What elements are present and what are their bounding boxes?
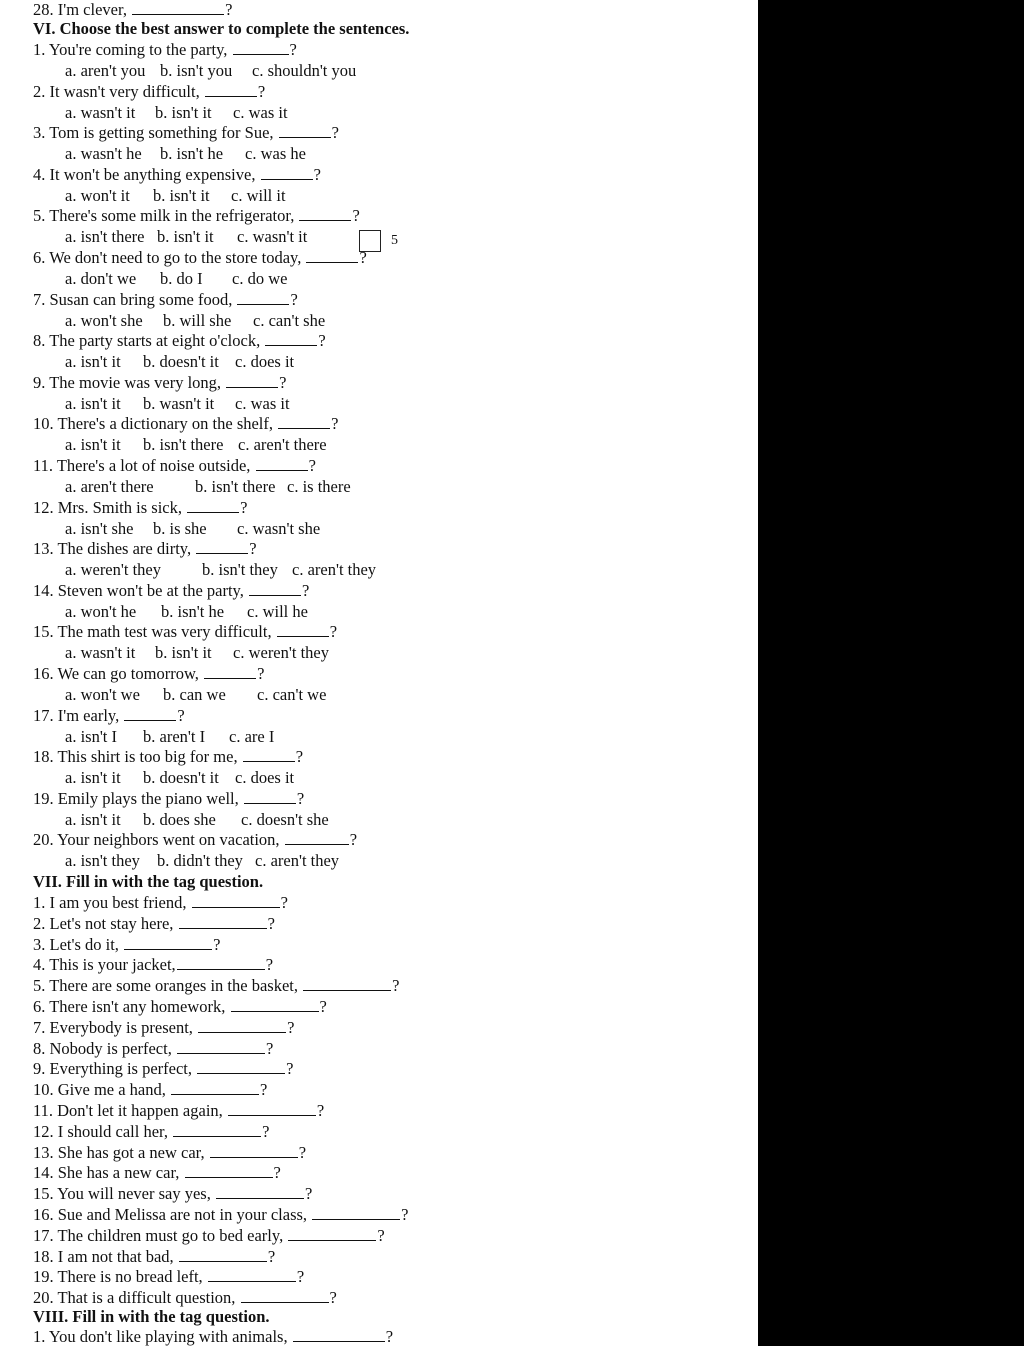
option-b[interactable]: b. isn't he	[161, 602, 225, 621]
question-mark: ?	[316, 1101, 325, 1120]
question-text: 15. The math test was very difficult,	[33, 622, 276, 641]
question-line	[33, 1327, 393, 1347]
question-text: 6. We don't need to go to the store today,	[33, 248, 306, 267]
question-mark: ?	[257, 82, 266, 101]
option-a[interactable]: a. wasn't it	[65, 103, 136, 122]
question-mark: ?	[260, 1080, 268, 1099]
question-line	[33, 248, 367, 268]
answer-blank[interactable]	[216, 1184, 304, 1199]
question-text: 12. I should call her,	[33, 1122, 173, 1141]
question-mark: ?	[385, 1327, 394, 1346]
option-c[interactable]: c. wasn't it	[237, 227, 308, 246]
question-text: 13. The dishes are dirty,	[33, 539, 196, 558]
answer-blank[interactable]	[288, 1226, 376, 1241]
question-mark: ?	[225, 0, 233, 19]
question-line	[33, 373, 287, 393]
question-line	[33, 1039, 273, 1059]
question-mark: ?	[290, 290, 298, 309]
question-text: 7. Susan can bring some food,	[33, 290, 237, 309]
option-b[interactable]: b. doesn't it	[143, 352, 219, 371]
question-line	[33, 0, 232, 20]
question-text: 20. Your neighbors went on vacation,	[33, 830, 284, 849]
option-c[interactable]: c. aren't there	[238, 435, 327, 454]
question-text: 4. This is your jacket,	[33, 955, 176, 974]
question-mark: ?	[280, 893, 288, 912]
answer-blank[interactable]	[303, 976, 391, 991]
option-c[interactable]: c. doesn't she	[241, 810, 329, 829]
option-b[interactable]: b. aren't I	[143, 727, 206, 746]
question-text: 4. It won't be anything expensive,	[33, 165, 260, 184]
question-line	[33, 206, 360, 226]
answer-blank[interactable]	[179, 1247, 267, 1262]
section-heading: VIII. Fill in with the tag question.	[33, 1307, 270, 1326]
answer-blank[interactable]	[241, 1288, 329, 1303]
answer-blank[interactable]	[124, 706, 176, 721]
option-b[interactable]: b. wasn't it	[143, 394, 215, 413]
option-b[interactable]: b. will she	[163, 311, 232, 330]
question-line	[33, 789, 304, 809]
question-mark: ?	[279, 373, 287, 392]
answer-blank[interactable]	[198, 1018, 286, 1033]
option-b[interactable]: b. do I	[160, 269, 203, 288]
option-c[interactable]: c. was he	[245, 144, 306, 163]
question-mark: ?	[401, 1205, 409, 1224]
answer-blank[interactable]	[208, 1267, 296, 1282]
option-c[interactable]: c. can't we	[257, 685, 327, 704]
question-text: 5. There are some oranges in the basket,	[33, 976, 303, 995]
answer-blank[interactable]	[233, 40, 289, 55]
handwritten-mark: 5	[391, 233, 398, 248]
option-b[interactable]: b. isn't there	[195, 477, 276, 496]
question-mark: ?	[273, 1163, 281, 1182]
question-text: 1. I am you best friend,	[33, 893, 191, 912]
question-text: 12. Mrs. Smith is sick,	[33, 498, 187, 517]
question-line	[33, 290, 298, 310]
option-a[interactable]: a. aren't there	[65, 477, 154, 496]
answer-blank[interactable]	[312, 1205, 400, 1220]
answer-blank[interactable]	[261, 165, 313, 180]
option-c[interactable]: c. shouldn't you	[252, 61, 357, 80]
question-line	[33, 706, 185, 726]
option-a[interactable]: a. isn't I	[65, 727, 118, 746]
option-a[interactable]: a. won't he	[65, 602, 137, 621]
option-a[interactable]: a. isn't it	[65, 394, 121, 413]
option-b[interactable]: b. can we	[163, 685, 226, 704]
option-c[interactable]: c. wasn't she	[237, 519, 321, 538]
option-c[interactable]: c. aren't they	[292, 560, 377, 579]
options-line	[65, 227, 307, 247]
answer-blank[interactable]	[285, 830, 349, 845]
question-line	[33, 1101, 324, 1121]
question-line	[33, 1226, 385, 1246]
option-c[interactable]: c. are I	[229, 727, 275, 746]
question-mark: ?	[240, 498, 248, 517]
question-mark: ?	[257, 664, 265, 683]
answer-blank[interactable]	[293, 1327, 385, 1342]
question-line	[33, 1184, 312, 1204]
answer-blank[interactable]	[228, 1101, 316, 1116]
answer-blank[interactable]	[244, 789, 296, 804]
options-line	[65, 643, 329, 663]
question-mark: ?	[249, 539, 257, 558]
question-line	[33, 622, 337, 642]
question-line	[33, 1143, 306, 1163]
question-mark: ?	[319, 997, 327, 1016]
answer-blank[interactable]	[278, 414, 330, 429]
question-text: 1. You're coming to the party,	[33, 40, 232, 59]
options-line	[65, 560, 376, 580]
question-text: 7. Everybody is present,	[33, 1018, 198, 1037]
question-mark: ?	[352, 206, 360, 225]
question-mark: ?	[286, 1059, 294, 1078]
question-mark: ?	[298, 1143, 307, 1162]
answer-blank[interactable]	[265, 331, 317, 346]
option-c[interactable]: c. was it	[233, 103, 288, 122]
question-line	[33, 414, 338, 434]
question-line	[33, 581, 309, 601]
question-line	[33, 997, 327, 1017]
answer-blank[interactable]	[177, 955, 265, 970]
option-a[interactable]: a. isn't she	[65, 519, 134, 538]
option-a[interactable]: a. isn't it	[65, 810, 121, 829]
option-a[interactable]: a. aren't you	[65, 61, 146, 80]
question-line	[33, 331, 326, 351]
option-b[interactable]: b. isn't it	[155, 103, 212, 122]
question-mark: ?	[377, 1226, 385, 1245]
question-mark: ?	[318, 331, 326, 350]
question-text: 9. Everything is perfect,	[33, 1059, 197, 1078]
option-c[interactable]: c. is there	[287, 477, 351, 496]
answer-blank[interactable]	[192, 893, 280, 908]
options-line	[65, 186, 286, 206]
answer-blank[interactable]	[210, 1143, 298, 1158]
question-line	[33, 456, 316, 476]
question-line	[33, 1247, 275, 1267]
question-line	[33, 1018, 294, 1038]
options-line	[65, 768, 294, 788]
option-c[interactable]: c. does it	[235, 352, 295, 371]
question-mark: ?	[349, 830, 358, 849]
question-line	[33, 893, 288, 913]
question-line	[33, 1267, 304, 1287]
question-line	[33, 830, 357, 850]
question-line	[33, 1122, 269, 1142]
answer-blank[interactable]	[132, 0, 224, 15]
question-mark: ?	[267, 1247, 276, 1266]
question-mark: ?	[331, 123, 339, 142]
question-mark: ?	[289, 40, 297, 59]
question-mark: ?	[331, 414, 339, 433]
option-a[interactable]: a. isn't it	[65, 768, 121, 787]
answer-blank[interactable]	[185, 1163, 273, 1178]
question-mark: ?	[329, 1288, 337, 1307]
question-text: 18. This shirt is too big for me,	[33, 747, 242, 766]
section-heading: VI. Choose the best answer to complete the sentences.	[33, 19, 410, 38]
options-line	[65, 727, 274, 747]
question-text: 13. She has got a new car,	[33, 1143, 209, 1162]
option-a[interactable]: a. isn't it	[65, 352, 121, 371]
option-a[interactable]: a. wasn't it	[65, 643, 136, 662]
question-line	[33, 1163, 281, 1183]
option-c[interactable]: c. do we	[232, 269, 288, 288]
option-a[interactable]: a. won't we	[65, 685, 140, 704]
question-text: 11. There's a lot of noise outside,	[33, 456, 255, 475]
question-mark: ?	[359, 248, 367, 267]
options-line	[65, 311, 325, 331]
question-line	[33, 498, 247, 518]
question-mark: ?	[213, 935, 221, 954]
question-mark: ?	[287, 1018, 295, 1037]
answer-blank[interactable]	[256, 456, 308, 471]
options-line	[65, 394, 290, 414]
answer-blank[interactable]	[177, 1039, 265, 1054]
option-b[interactable]: b. isn't it	[153, 186, 210, 205]
option-b[interactable]: b. does she	[143, 810, 216, 829]
question-mark: ?	[265, 955, 274, 974]
answer-blank[interactable]	[231, 997, 319, 1012]
option-a[interactable]: a. isn't they	[65, 851, 140, 870]
question-mark: ?	[265, 1039, 274, 1058]
option-b[interactable]: b. is she	[153, 519, 207, 538]
question-line	[33, 82, 265, 102]
question-text: 19. There is no bread left,	[33, 1267, 207, 1286]
question-text: 2. Let's not stay here,	[33, 914, 178, 933]
question-line	[33, 539, 257, 559]
option-a[interactable]: a. wasn't he	[65, 144, 142, 163]
option-b[interactable]: b. isn't they	[202, 560, 278, 579]
options-line	[65, 269, 287, 289]
option-a[interactable]: a. weren't they	[65, 560, 161, 579]
options-line	[65, 61, 356, 81]
question-text: 3. Let's do it,	[33, 935, 124, 954]
answer-blank[interactable]	[277, 622, 329, 637]
option-b[interactable]: b. isn't there	[143, 435, 224, 454]
option-b[interactable]: b. isn't he	[160, 144, 224, 163]
option-c[interactable]: c. weren't they	[233, 643, 329, 662]
option-b[interactable]: b. isn't it	[155, 643, 212, 662]
answer-blank[interactable]	[187, 498, 239, 513]
question-text: 20. That is a difficult question,	[33, 1288, 240, 1307]
question-mark: ?	[301, 581, 310, 600]
answer-blank[interactable]	[171, 1080, 259, 1095]
options-line	[65, 519, 320, 539]
options-line	[65, 477, 351, 497]
question-text: 6. There isn't any homework,	[33, 997, 230, 1016]
question-text: 10. Give me a hand,	[33, 1080, 171, 1099]
question-text: 3. Tom is getting something for Sue,	[33, 123, 278, 142]
question-text: 16. We can go tomorrow,	[33, 664, 204, 683]
options-line	[65, 810, 329, 830]
answer-blank[interactable]	[237, 290, 289, 305]
question-line	[33, 747, 303, 767]
question-mark: ?	[295, 747, 304, 766]
question-mark: ?	[308, 456, 316, 475]
question-text: 5. There's some milk in the refrigerator,	[33, 206, 299, 225]
question-line	[33, 914, 275, 934]
question-mark: ?	[392, 976, 400, 995]
question-line	[33, 955, 273, 975]
option-a[interactable]: a. won't she	[65, 311, 143, 330]
question-mark: ?	[304, 1184, 313, 1203]
option-c[interactable]: c. will he	[247, 602, 308, 621]
question-text: 15. You will never say yes,	[33, 1184, 215, 1203]
option-b[interactable]: b. isn't you	[160, 61, 233, 80]
question-text: 11. Don't let it happen again,	[33, 1101, 227, 1120]
answer-blank[interactable]	[204, 664, 256, 679]
question-text: 2. It wasn't very difficult,	[33, 82, 204, 101]
question-mark: ?	[296, 1267, 305, 1286]
options-line	[65, 103, 288, 123]
question-text: 17. The children must go to bed early,	[33, 1226, 288, 1245]
option-b[interactable]: b. didn't they	[157, 851, 243, 870]
option-c[interactable]: c. can't she	[253, 311, 326, 330]
question-line	[33, 1205, 408, 1225]
option-c[interactable]: c. was it	[235, 394, 290, 413]
question-text: 14. Steven won't be at the party,	[33, 581, 248, 600]
question-mark: ?	[313, 165, 321, 184]
section-heading: VII. Fill in with the tag question.	[33, 872, 264, 891]
black-margin	[758, 0, 1024, 1346]
answer-blank[interactable]	[124, 935, 212, 950]
options-line	[65, 602, 308, 622]
question-line	[33, 1080, 267, 1100]
question-line	[33, 165, 321, 185]
question-line	[33, 40, 297, 60]
question-line	[33, 1288, 337, 1308]
question-line	[33, 1059, 293, 1079]
question-text: 8. The party starts at eight o'clock,	[33, 331, 265, 350]
option-a[interactable]: a. don't we	[65, 269, 137, 288]
question-text: 28. I'm clever,	[33, 0, 132, 19]
question-mark: ?	[177, 706, 185, 725]
question-text: 9. The movie was very long,	[33, 373, 226, 392]
options-line	[65, 352, 294, 372]
question-mark: ?	[262, 1122, 270, 1141]
option-c[interactable]: c. will it	[231, 186, 286, 205]
answer-blank[interactable]	[205, 82, 257, 97]
option-b[interactable]: b. isn't it	[157, 227, 214, 246]
option-a[interactable]: a. won't it	[65, 186, 130, 205]
answer-blank[interactable]	[173, 1122, 261, 1137]
question-text: 10. There's a dictionary on the shelf,	[33, 414, 278, 433]
options-line	[65, 435, 327, 455]
option-a[interactable]: a. isn't it	[65, 435, 121, 454]
answer-blank[interactable]	[243, 747, 295, 762]
question-line	[33, 935, 220, 955]
question-line	[33, 976, 399, 996]
question-line	[33, 664, 264, 684]
question-text: 19. Emily plays the piano well,	[33, 789, 243, 808]
options-line	[65, 144, 306, 164]
options-line	[65, 685, 326, 705]
question-mark: ?	[267, 914, 275, 933]
answer-blank[interactable]	[197, 1059, 285, 1074]
question-text: 17. I'm early,	[33, 706, 124, 725]
answer-blank[interactable]	[306, 248, 358, 263]
question-text: 1. You don't like playing with animals,	[33, 1327, 292, 1346]
question-text: 14. She has a new car,	[33, 1163, 184, 1182]
option-a[interactable]: a. isn't there	[65, 227, 145, 246]
option-c[interactable]: c. aren't they	[255, 851, 340, 870]
question-text: 8. Nobody is perfect,	[33, 1039, 176, 1058]
option-b[interactable]: b. doesn't it	[143, 768, 219, 787]
answer-blank[interactable]	[249, 581, 301, 596]
option-c[interactable]: c. does it	[235, 768, 295, 787]
answer-blank[interactable]	[226, 373, 278, 388]
answer-blank[interactable]	[179, 914, 267, 929]
question-text: 16. Sue and Melissa are not in your class,	[33, 1205, 312, 1224]
question-text: 18. I am not that bad,	[33, 1247, 178, 1266]
question-mark: ?	[329, 622, 338, 641]
question-mark: ?	[296, 789, 305, 808]
answer-blank[interactable]	[299, 206, 351, 221]
answer-blank[interactable]	[196, 539, 248, 554]
question-line	[33, 123, 339, 143]
options-line	[65, 851, 339, 871]
answer-blank[interactable]	[279, 123, 331, 138]
